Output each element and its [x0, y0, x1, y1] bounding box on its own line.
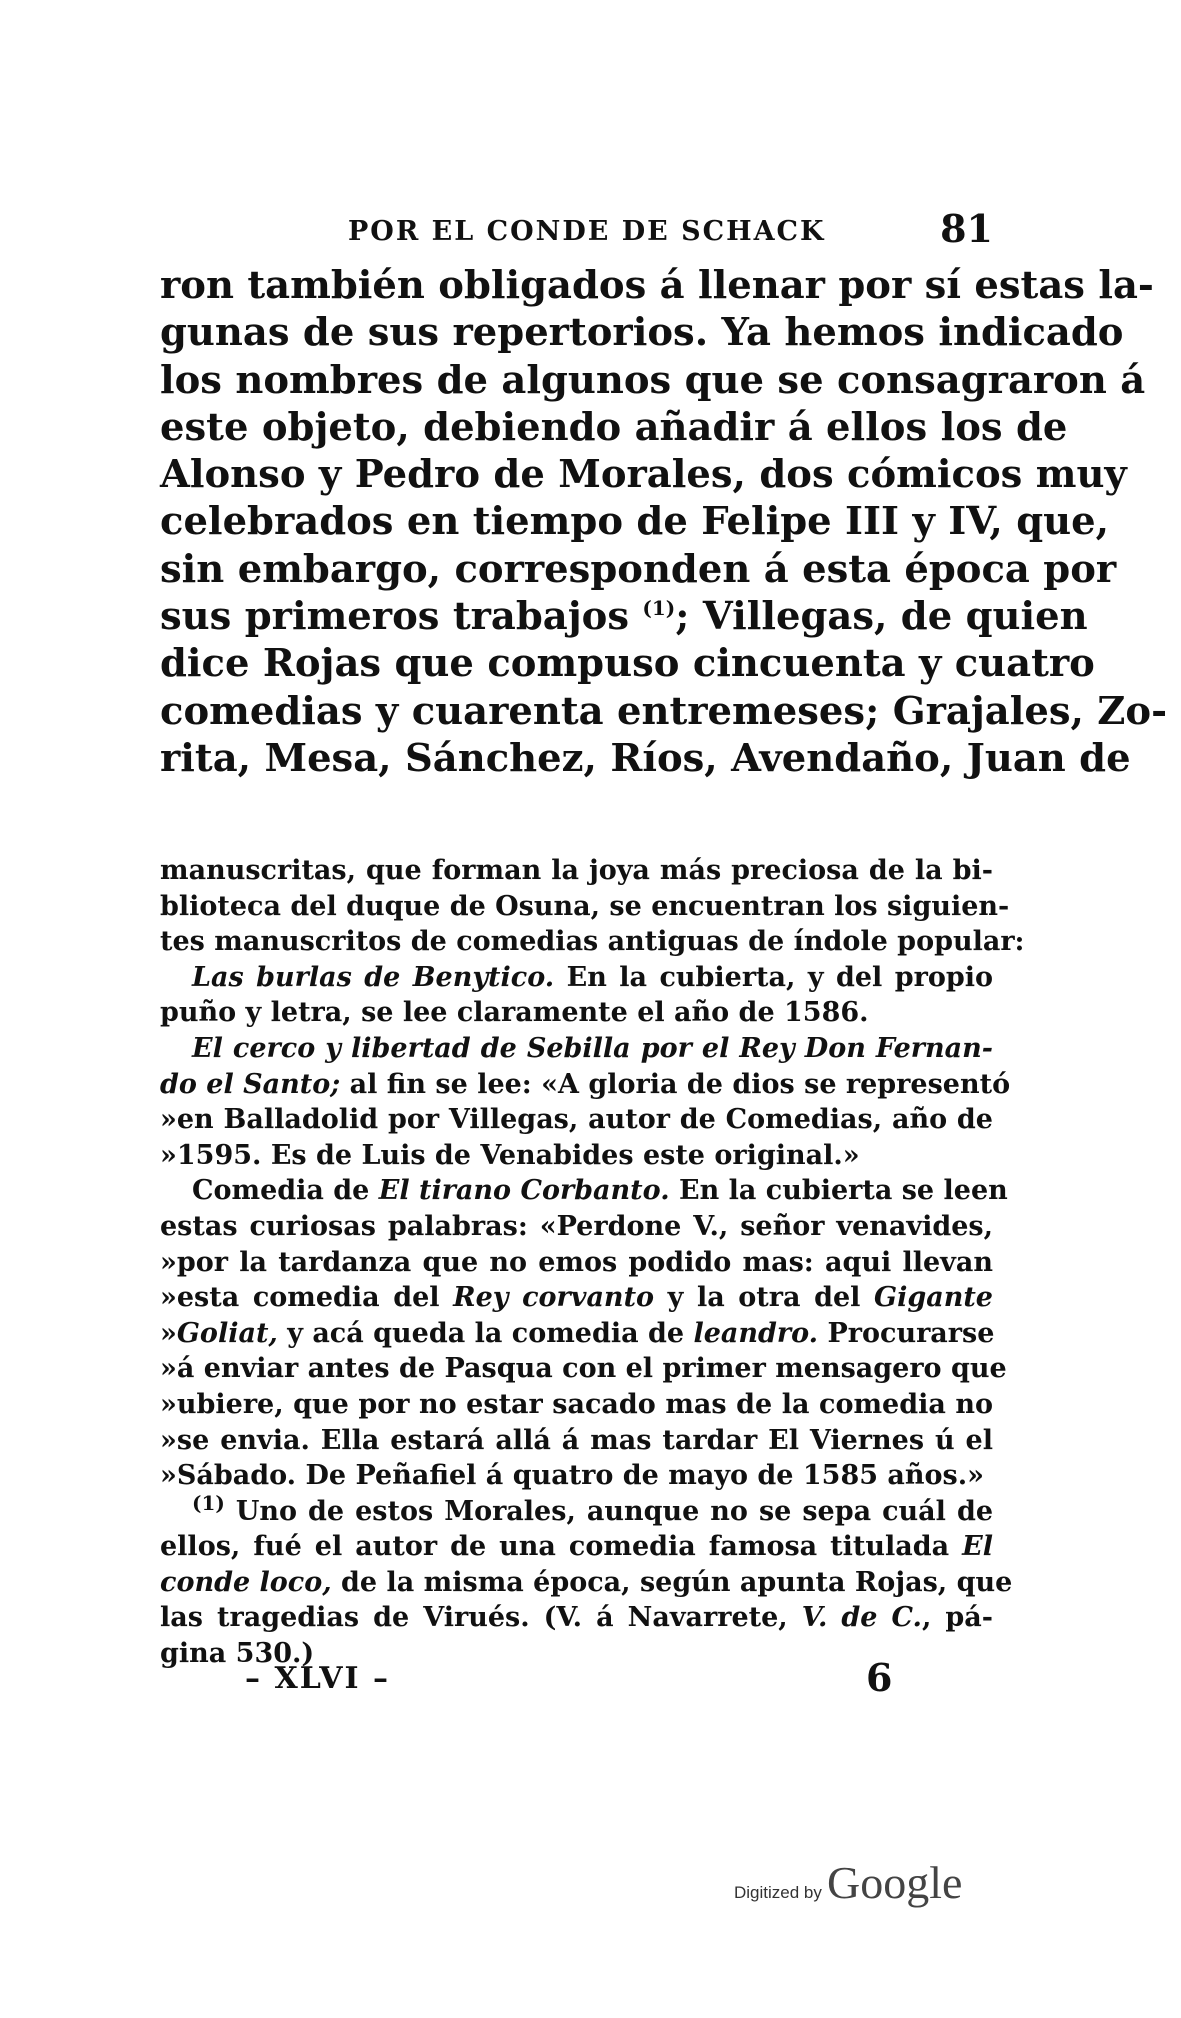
text-line: los nombres de algunos que se consagraron á: [160, 357, 1146, 403]
main-text: [160, 262, 1168, 782]
text-fragment: las tragedias de Virués. (V. á Navarrete,: [160, 1602, 802, 1634]
play-title: Gigante: [874, 1282, 993, 1314]
text-line: este objeto, debiendo añadir á ellos los de: [160, 404, 1068, 450]
google-logo: Google: [826, 1857, 963, 1908]
text-line: [160, 593, 1088, 640]
note-line: »en Balladolid por Villegas, autor de Comedias, año de: [160, 1104, 993, 1136]
note-line: [160, 1173, 1008, 1209]
note-line: [160, 1280, 993, 1316]
citation-title: V. de C.: [801, 1602, 922, 1634]
text-line: dice Rojas que compuso cincuenta y cuatro: [160, 641, 1095, 687]
note-line: [160, 1067, 1011, 1103]
footnote-marker: (1): [192, 1490, 225, 1515]
text-line: ron también obligados á llenar por sí estas la-: [160, 263, 1154, 308]
note-line: »se envia. Ella estará allá á mas tardar El Viernes ú el: [160, 1424, 993, 1456]
play-title: El tirano Corbanto.: [378, 1175, 670, 1207]
text-line: celebrados en tiempo de Felipe III y IV, que,: [160, 499, 1110, 545]
text-fragment: y la otra del: [654, 1282, 875, 1314]
signature-line: [0, 1655, 1181, 1711]
digitized-label: Digitized by: [734, 1883, 822, 1902]
note-line: El cerco y libertad de Sebilla por el Rey Don Fernan-: [192, 1032, 993, 1064]
note-line: »por la tardanza que no emos podido mas: aqui llevan: [160, 1246, 993, 1278]
text-fragment: Comedia de: [192, 1175, 379, 1207]
text-fragment: Uno de estos Morales, aunque no se sepa cuál de: [224, 1495, 993, 1527]
play-title: do el Santo;: [160, 1068, 341, 1100]
text-fragment: En la cubierta, y del propio: [554, 961, 993, 993]
note-line: manuscritas, que forman la joya más preciosa de la bi-: [160, 855, 993, 886]
signature-number: 6: [866, 1655, 893, 1700]
play-title: conde loco,: [160, 1566, 332, 1598]
note-line: [160, 960, 993, 996]
play-title: Rey corvanto: [453, 1282, 655, 1314]
page-header: [160, 206, 993, 256]
text-line: gunas de sus repertorios. Ya hemos indicado: [160, 310, 1124, 356]
note-line: tes manuscritos de comedias antiguas de índole popular:: [160, 926, 1025, 958]
note-line: gina 530.): [160, 1638, 315, 1670]
digitized-watermark: [734, 1856, 994, 1906]
text-line: Alonso y Pedro de Morales, dos cómicos muy: [160, 452, 1127, 498]
text-fragment: ; Villegas, de quien: [675, 594, 1088, 640]
note-line: »á enviar antes de Pasqua con el primer mensagero que: [160, 1353, 1007, 1385]
play-title: Goliat,: [176, 1317, 278, 1349]
text-fragment: al fin se lee: «A gloria de dios se representó: [340, 1068, 1011, 1100]
note-line: »1595. Es de Luis de Venabides este original.»: [160, 1139, 860, 1171]
play-title: El: [962, 1531, 993, 1563]
running-head: POR EL CONDE DE SCHACK: [348, 216, 826, 247]
text-fragment: »esta comedia del: [160, 1282, 454, 1314]
page-number: 81: [940, 206, 993, 251]
signature-mark: – XLVI –: [245, 1661, 391, 1696]
note-line: [160, 1490, 993, 1530]
note-line: blioteca del duque de Osuna, se encuentran los siguien-: [160, 890, 1010, 922]
text-fragment: sus primeros trabajos: [160, 594, 630, 640]
note-line: [160, 1565, 1013, 1601]
text-fragment: Procurarse: [818, 1317, 995, 1349]
play-title: Las burlas de Benytico.: [192, 961, 555, 993]
note-line: [160, 1316, 993, 1352]
text-fragment: , pá-: [921, 1602, 993, 1634]
text-line: comedias y cuarenta entremeses; Grajales, Zo-: [160, 688, 1168, 734]
text-line: sin embargo, corresponden á esta época por: [160, 546, 1117, 592]
text-fragment: »: [160, 1317, 177, 1349]
text-fragment: de la misma época, según apunta Rojas, que: [331, 1566, 1013, 1598]
note-line: puño y letra, se lee claramente el año de 1586.: [160, 997, 869, 1029]
note-line: [160, 1529, 993, 1565]
text-line: rita, Mesa, Sánchez, Ríos, Avendaño, Juan de: [160, 735, 1131, 781]
text-fragment: En la cubierta se leen: [669, 1175, 1008, 1207]
footnotes: [160, 853, 1025, 1672]
footnote-ref: (1): [642, 596, 676, 621]
note-line: »ubiere, que por no estar sacado mas de la comedia no: [160, 1388, 993, 1420]
text-fragment: ellos, fué el autor de una comedia famosa titulada: [160, 1531, 963, 1563]
note-line: »Sábado. De Peñafiel á quatro de mayo de 1585 años.»: [160, 1460, 985, 1492]
note-line: estas curiosas palabras: «Perdone V., señor venavides,: [160, 1210, 993, 1242]
text-fragment: y acá queda la comedia de: [277, 1317, 694, 1349]
play-title: leandro.: [693, 1317, 819, 1349]
note-line: [160, 1600, 993, 1636]
